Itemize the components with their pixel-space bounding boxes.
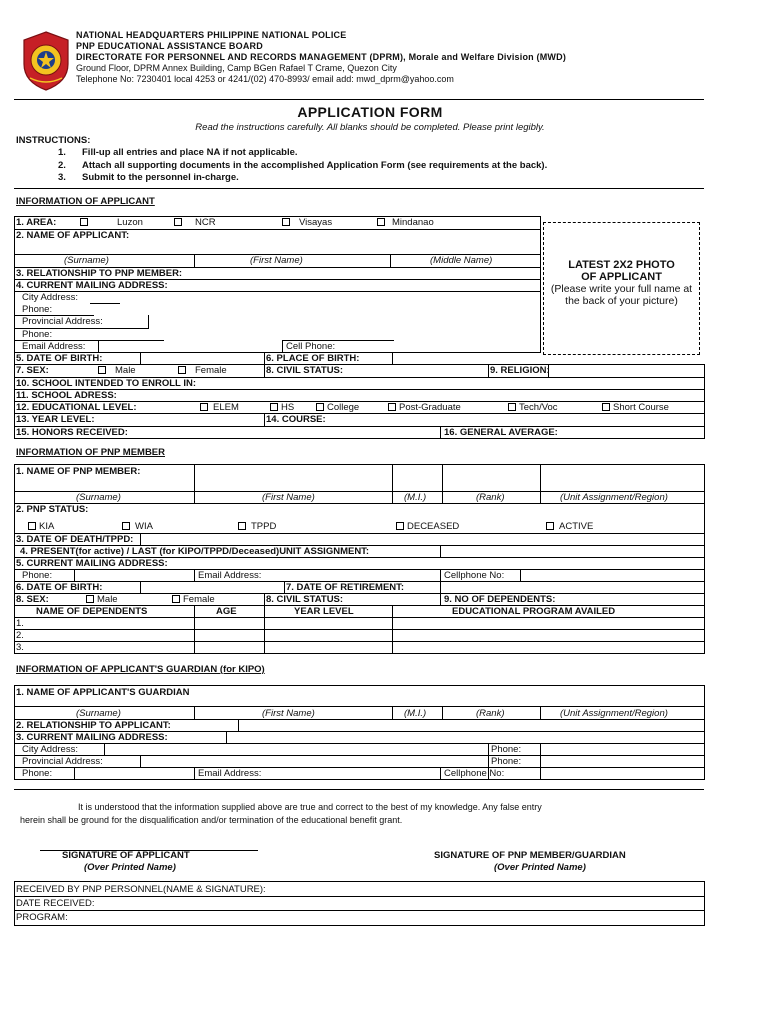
guardian-mi-caption: (M.I.) — [404, 708, 427, 719]
checkbox-short-course[interactable] — [602, 403, 610, 411]
member-unit-caption: (Unit Assignment/Region) — [560, 492, 668, 503]
applicant-surname-caption: (Surname) — [64, 255, 109, 266]
city-address-label: City Address: — [22, 292, 78, 303]
photo-title-1: LATEST 2X2 PHOTO — [568, 259, 675, 271]
course-label: 14. COURSE: — [266, 414, 326, 425]
edu-option-short[interactable]: Short Course — [602, 402, 669, 413]
pnp-status-label: 2. PNP STATUS: — [16, 504, 89, 515]
guardian-phone-label-3: Phone: — [22, 768, 53, 779]
section-pnp-member: INFORMATION OF PNP MEMBER — [16, 447, 166, 458]
mailing-label: 4. CURRENT MAILING ADDRESS: — [16, 280, 168, 291]
provincial-address-label: Provincial Address: — [22, 316, 103, 327]
member-phone-label: Phone: — [22, 570, 53, 581]
status-option-active[interactable]: ACTIVE — [546, 521, 593, 532]
checkbox-hs[interactable] — [270, 403, 278, 411]
header-line-2: PNP EDUCATIONAL ASSISTANCE BOARD — [76, 41, 263, 51]
checkbox-college[interactable] — [316, 403, 324, 411]
checkbox-tppd[interactable] — [238, 522, 246, 530]
edu-option-hs[interactable]: HS — [270, 402, 294, 413]
guardian-rank-caption: (Rank) — [476, 708, 505, 719]
area-option-ncr[interactable]: NCR — [174, 217, 216, 228]
guardian-name-label: 1. NAME OF APPLICANT'S GUARDIAN — [16, 687, 190, 698]
sex-label: 7. SEX: — [16, 365, 49, 376]
checkbox-kia[interactable] — [28, 522, 36, 530]
member-sex-male[interactable]: Male — [86, 594, 118, 605]
checkbox-postgrad[interactable] — [388, 403, 396, 411]
dep-header-age: AGE — [216, 606, 237, 617]
section-applicant: INFORMATION OF APPLICANT — [16, 196, 155, 207]
guardian-relationship-label: 2. RELATIONSHIP TO APPLICANT: — [16, 720, 171, 731]
retirement-date-label: 7. DATE OF RETIREMENT: — [286, 582, 405, 593]
certification-line-2: herein shall be ground for the disqualification and/or termination of the educational benefit grant. — [20, 815, 403, 825]
area-field — [16, 217, 56, 228]
header-line-1: NATIONAL HEADQUARTERS PHILIPPINE NATIONAL POLICE — [76, 30, 347, 40]
instruction-item: 1. Fill-up all entries and place NA if not applicable. — [58, 147, 298, 158]
area-label: 1. AREA: — [16, 217, 57, 228]
guardian-unit-caption: (Unit Assignment/Region) — [560, 708, 668, 719]
member-civil-label: 8. CIVIL STATUS: — [266, 594, 344, 605]
member-dob-label: 6. DATE OF BIRTH: — [16, 582, 103, 593]
edu-option-techvoc[interactable]: Tech/Voc — [508, 402, 558, 413]
checkbox-elem[interactable] — [200, 403, 208, 411]
pob-label: 6. PLACE OF BIRTH: — [266, 353, 360, 364]
member-name-label: 1. NAME OF PNP MEMBER: — [16, 466, 141, 477]
photo-note: (Please write your full name at the back of your picture) — [550, 283, 693, 307]
certification-line-1: It is understood that the information supplied above are true and correct to the best of my knowledge. Any false entry — [78, 802, 542, 812]
school-intended-label: 10. SCHOOL INTENDED TO ENROLL IN: — [16, 378, 196, 389]
applicant-signature-caption: (Over Printed Name) — [84, 862, 176, 873]
checkbox-ncr[interactable] — [174, 218, 182, 226]
status-option-wia[interactable]: WIA — [122, 521, 153, 532]
member-mi-caption: (M.I.) — [404, 492, 427, 503]
area-option-visayas[interactable]: Visayas — [282, 217, 332, 228]
header-line-3: DIRECTORATE FOR PERSONNEL AND RECORDS MANAGEMENT (DPRM), Morale and Welfare Division (MWD) — [76, 52, 567, 62]
checkbox-visayas[interactable] — [282, 218, 290, 226]
form-title: APPLICATION FORM — [297, 104, 443, 120]
edu-option-elem[interactable]: ELEM — [200, 402, 239, 413]
applicant-name-label: 2. NAME OF APPLICANT: — [16, 230, 130, 241]
section-guardian: INFORMATION OF APPLICANT'S GUARDIAN (for KIPO) — [16, 664, 265, 675]
email-label: Email Address: — [22, 341, 86, 352]
checkbox-luzon[interactable] — [80, 218, 88, 226]
member-surname-caption: (Surname) — [76, 492, 121, 503]
dependent-row-1: 1. — [16, 618, 24, 629]
member-signature-label: SIGNATURE OF PNP MEMBER/GUARDIAN — [434, 850, 626, 861]
guardian-divider — [14, 789, 704, 790]
member-mailing-label: 5. CURRENT MAILING ADDRESS: — [16, 558, 168, 569]
status-option-tppd[interactable]: TPPD — [238, 521, 276, 532]
phone-label-2: Phone: — [22, 329, 53, 340]
instruction-item: 2. Attach all supporting documents in the accomplished Application Form (see requirements at the back). — [58, 159, 548, 171]
header-line-5: Telephone No: 7230401 local 4253 or 4241/(02) 470-8993/ email add: mwd_dprm@yahoo.com — [76, 74, 454, 84]
guardian-phone-label-1: Phone: — [491, 744, 522, 755]
pnp-seal-logo — [20, 30, 72, 92]
agency-header — [76, 30, 566, 85]
edu-option-postgrad[interactable]: Post-Graduate — [388, 402, 461, 413]
year-level-label: 13. YEAR LEVEL: — [16, 414, 95, 425]
photo-title-2: OF APPLICANT — [581, 271, 662, 283]
dependent-row-2: 2. — [16, 630, 24, 641]
unit-assignment-label: 4. PRESENT(for active) / LAST (for KIPO/TPPD/Deceased)UNIT ASSIGNMENT: — [20, 546, 370, 557]
guardian-surname-caption: (Surname) — [76, 708, 121, 719]
member-rank-caption: (Rank) — [476, 492, 505, 503]
status-option-kia[interactable]: KIA — [28, 521, 54, 532]
religion-label: 9. RELIGION: — [490, 365, 550, 376]
edu-option-college[interactable]: College — [316, 402, 359, 413]
sex-female-option[interactable]: Female — [178, 365, 227, 376]
dep-header-year: YEAR LEVEL — [294, 606, 354, 617]
status-option-deceased[interactable]: DECEASED — [396, 521, 459, 532]
relationship-label: 3. RELATIONSHIP TO PNP MEMBER: — [16, 268, 183, 279]
area-option-mindanao[interactable]: Mindanao — [377, 217, 434, 228]
checkbox-mindanao[interactable] — [377, 218, 385, 226]
instructions-heading: INSTRUCTIONS: — [16, 135, 91, 146]
header-divider — [14, 99, 704, 100]
form-subtitle: Read the instructions carefully. All blanks should be completed. Please print legibly. — [195, 122, 545, 133]
area-option-luzon[interactable]: Luzon — [80, 217, 143, 228]
checkbox-deceased[interactable] — [396, 522, 404, 530]
instructions-divider — [14, 188, 704, 189]
member-email-label: Email Address: — [198, 570, 262, 581]
dependents-count-label: 9. NO OF DEPENDENTS: — [444, 594, 556, 605]
checkbox-member-male[interactable] — [86, 595, 94, 603]
dependent-row-3: 3. — [16, 642, 24, 653]
guardian-cellphone-label: Cellphone No: — [444, 768, 505, 779]
civil-status-label: 8. CIVIL STATUS: — [266, 365, 344, 376]
checkbox-active[interactable] — [546, 522, 554, 530]
photo-box[interactable] — [543, 222, 700, 355]
member-cellphone-label: Cellphone No: — [444, 570, 505, 581]
guardian-mailing-label: 3. CURRENT MAILING ADDRESS: — [16, 732, 168, 743]
applicant-middlename-caption: (Middle Name) — [430, 255, 493, 266]
member-sex-label: 8. SEX: — [16, 594, 49, 605]
guardian-email-label: Email Address: — [198, 768, 262, 779]
member-sex-female[interactable]: Female — [172, 594, 215, 605]
applicant-firstname-caption: (First Name) — [250, 255, 303, 266]
general-average-label: 16. GENERAL AVERAGE: — [444, 427, 558, 438]
member-firstname-caption: (First Name) — [262, 492, 315, 503]
checkbox-techvoc[interactable] — [508, 403, 516, 411]
checkbox-female[interactable] — [178, 366, 186, 374]
phone-label: Phone: — [22, 304, 53, 315]
date-received-label: DATE RECEIVED: — [16, 898, 95, 909]
instruction-item: 3. Submit to the personnel in-charge. — [58, 172, 239, 183]
checkbox-male[interactable] — [98, 366, 106, 374]
program-label: PROGRAM: — [16, 912, 68, 923]
guardian-city-label: City Address: — [22, 744, 78, 755]
instructions-list — [58, 147, 547, 185]
checkbox-member-female[interactable] — [172, 595, 180, 603]
edu-level-label: 12. EDUCATIONAL LEVEL: — [16, 402, 137, 413]
guardian-provincial-label: Provincial Address: — [22, 756, 103, 767]
received-by-label: RECEIVED BY PNP PERSONNEL(NAME & SIGNATURE): — [16, 884, 266, 895]
dep-header-name: NAME OF DEPENDENTS — [36, 606, 148, 617]
honors-label: 15. HONORS RECEIVED: — [16, 427, 128, 438]
applicant-signature-label: SIGNATURE OF APPLICANT — [62, 850, 190, 861]
school-address-label: 11. SCHOOL ADRESS: — [16, 390, 117, 401]
cell-phone-label: Cell Phone: — [286, 341, 336, 352]
sex-male-option[interactable]: Male — [98, 365, 136, 376]
dep-header-program: EDUCATIONAL PROGRAM AVAILED — [452, 606, 616, 617]
date-of-death-label: 3. DATE OF DEATH/TPPD: — [16, 534, 134, 545]
guardian-firstname-caption: (First Name) — [262, 708, 315, 719]
dob-label: 5. DATE OF BIRTH: — [16, 353, 103, 364]
guardian-phone-label-2: Phone: — [491, 756, 522, 767]
member-signature-caption: (Over Printed Name) — [494, 862, 586, 873]
header-line-4: Ground Floor, DPRM Annex Building, Camp BGen Rafael T Crame, Quezon City — [76, 63, 397, 73]
checkbox-wia[interactable] — [122, 522, 130, 530]
